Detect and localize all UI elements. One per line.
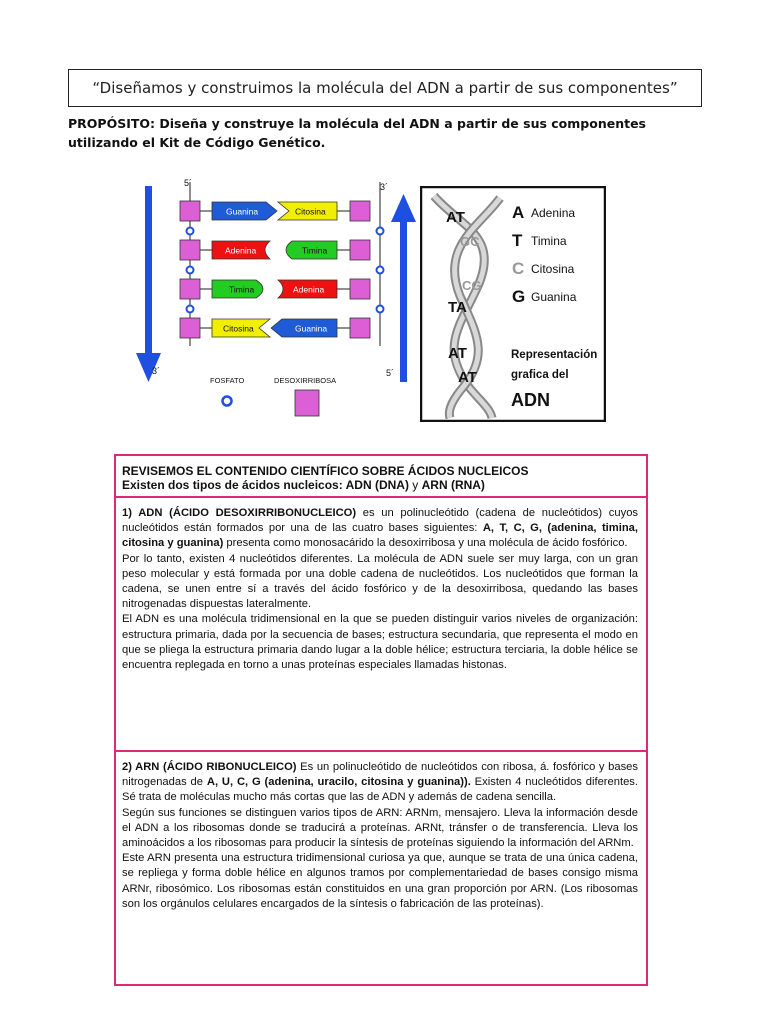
legend-name-guanina: Guanina bbox=[531, 290, 577, 304]
sugar-right-4 bbox=[350, 318, 370, 338]
base-label-left-1: Guanina bbox=[226, 206, 259, 217]
helix-caption-line-1: Representación bbox=[511, 349, 598, 361]
phosphate-right-2 bbox=[377, 267, 384, 274]
arn-paragraph-3: Este ARN presenta una estructura tridimensional curiosa ya que, aunque se trata de una única cadena, se repliega y forma doble hélice en algunos tramos por complementariedad de bases consigo misma ARNr, ribosómico. Los ribosomas están constituidos en una gran proporción por ARN. (Los ribosomas son los orgánulos celulares encargados de la síntesis o fabricación de las proteínas). bbox=[122, 852, 638, 910]
legend-letter-c: C bbox=[512, 259, 525, 278]
prime-label-5-right: 5´ bbox=[386, 368, 395, 378]
double-helix-representation bbox=[420, 186, 606, 422]
left-strand-arrow bbox=[136, 186, 161, 382]
dna-strand-diagram bbox=[132, 168, 422, 430]
phosphate-right-1 bbox=[377, 228, 384, 235]
adn-section-title: 1) ADN (ÁCIDO DESOXIRRIBONUCLEICO) bbox=[122, 507, 357, 519]
sugar-left-4 bbox=[180, 318, 200, 338]
sugar-left-1 bbox=[180, 201, 200, 221]
section-adn bbox=[116, 498, 646, 752]
legend-letter-t: T bbox=[512, 231, 523, 250]
sugar-right-3 bbox=[350, 279, 370, 299]
prime-label-3-right: 3´ bbox=[380, 182, 389, 192]
legend-phosphate-symbol bbox=[223, 397, 232, 406]
arn-section-title: 2) ARN (ÁCIDO RIBONUCLEICO) bbox=[122, 761, 297, 773]
arn-paragraph-2: Según sus funciones se distinguen varios tipos de ARN: ARNm, mensajero. Lleva la información desde el ADN a los ribosomas donde se traducirá a proteínas. ARNt, tránsfer o de transferencia. Lleva los aminoácidos a los ribosomas para producir la síntesis de proteínas siguiendo la información del ARNm. bbox=[122, 806, 638, 850]
sugar-left-3 bbox=[180, 279, 200, 299]
helix-pair-3: CG bbox=[462, 278, 482, 293]
adn-paragraph-3: El ADN es una molécula tridimensional en la que se pueden distinguir varios niveles de organización: estructura primaria, dada por la secuencia de bases; estructura secundaria, que representa el modo en que se pliega la estructura primaria dando lugar a la doble hélice; estructura terciaria, la doble hélice se encuentra replegada en torno a unas proteínas especiales llamadas histonas. bbox=[122, 613, 638, 672]
section-arn bbox=[116, 752, 646, 918]
base-pair-row-4 bbox=[180, 318, 370, 338]
legend-phosphate-label: FOSFATO bbox=[210, 376, 245, 385]
legend-letter-g: G bbox=[512, 287, 526, 306]
prime-label-5-left: 5´ bbox=[184, 178, 193, 188]
base-label-left-4: Citosina bbox=[223, 323, 254, 334]
helix-caption-line-2: grafica del bbox=[511, 369, 569, 381]
phosphate-left-2 bbox=[187, 267, 194, 274]
helix-caption-line-3: ADN bbox=[511, 390, 550, 410]
legend-sugar-label: DESOXIRRIBOSA bbox=[274, 376, 337, 385]
phosphate-right-3 bbox=[377, 306, 384, 313]
base-label-right-1: Citosina bbox=[295, 206, 326, 217]
base-label-left-3: Timina bbox=[229, 284, 255, 295]
legend-name-citosina: Citosina bbox=[531, 262, 575, 276]
content-header-subtitle: Existen dos tipos de ácidos nucleicos: ADN (DNA) y ARN (RNA) bbox=[122, 478, 485, 492]
adn-paragraph-1: 1) ADN (ÁCIDO DESOXIRRIBONUCLEICO) es un polinucleótido (cadena de nucleótidos) cuyos nucleótidos están formados por una de las cuatro bases siguientes: A, T, C, G, (adenina, timina, citosina y guanina) presenta como monosacárido la desoxirribosa y una molécula de ácido fosfórico. bbox=[122, 507, 639, 550]
phosphate-left-1 bbox=[187, 228, 194, 235]
content-header bbox=[116, 456, 646, 498]
sugar-left-2 bbox=[180, 240, 200, 260]
helix-pair-4: TA bbox=[448, 299, 467, 316]
helix-pair-6: AT bbox=[458, 369, 477, 386]
base-label-right-4: Guanina bbox=[295, 323, 328, 334]
content-header-title: REVISEMOS EL CONTENIDO CIENTÍFICO SOBRE ÁCIDOS NUCLEICOS bbox=[122, 464, 529, 478]
helix-pair-2: GC bbox=[460, 234, 480, 249]
base-label-right-2: Timina bbox=[302, 245, 328, 256]
base-pair-row-1 bbox=[180, 201, 384, 235]
prime-label-3-left: 3´ bbox=[152, 366, 161, 376]
legend-letter-a: A bbox=[512, 203, 525, 222]
legend-name-adenina: Adenina bbox=[531, 206, 576, 220]
sugar-right-1 bbox=[350, 201, 370, 221]
purpose-text: Diseña y construye la molécula del ADN a partir de sus componentes utilizando el Kit de Código Genético. bbox=[68, 116, 646, 150]
base-pair-row-2 bbox=[180, 240, 384, 274]
purpose-label: PROPÓSITO: bbox=[68, 116, 156, 131]
base-label-left-2: Adenina bbox=[225, 245, 257, 256]
sugar-right-2 bbox=[350, 240, 370, 260]
base-label-right-3: Adenina bbox=[293, 284, 325, 295]
helix-pair-1: AT bbox=[446, 209, 465, 226]
base-pair-row-3 bbox=[180, 279, 384, 313]
purpose-paragraph bbox=[68, 114, 708, 152]
legend-sugar-symbol bbox=[295, 390, 319, 416]
document-title-box bbox=[68, 69, 702, 107]
helix-pair-5: AT bbox=[448, 345, 467, 362]
adn-paragraph-2: Por lo tanto, existen 4 nucleótidos diferentes. La molécula de ADN suele ser muy larga, con un gran peso molecular y está formada por una doble cadena de nucleótidos. Los nucleótidos que forman la cadena, se unen entre sí a través del ácido fosfórico y de la desoxirribosa, quedando las bases nitrogenadas dispuestas lateralmente. bbox=[122, 552, 638, 611]
arn-paragraph-1: 2) ARN (ÁCIDO RIBONUCLEICO) Es un polinucleótido de nucleótidos con ribosa, á. fosfórico y bases nitrogenadas de A, U, C, G (adenina, uracilo, citosina y guanina)). Existen 4 nucleótidos diferentes. Sé trata de moléculas mucho más cortas que las de ADN y además de cadena sencilla. bbox=[122, 761, 638, 804]
phosphate-left-3 bbox=[187, 306, 194, 313]
document-title: “Diseñamos y construimos la molécula del ADN a partir de sus componentes” bbox=[92, 79, 678, 97]
legend-name-timina: Timina bbox=[531, 234, 567, 248]
right-strand-arrow bbox=[391, 194, 416, 382]
scientific-content-box bbox=[114, 454, 648, 986]
